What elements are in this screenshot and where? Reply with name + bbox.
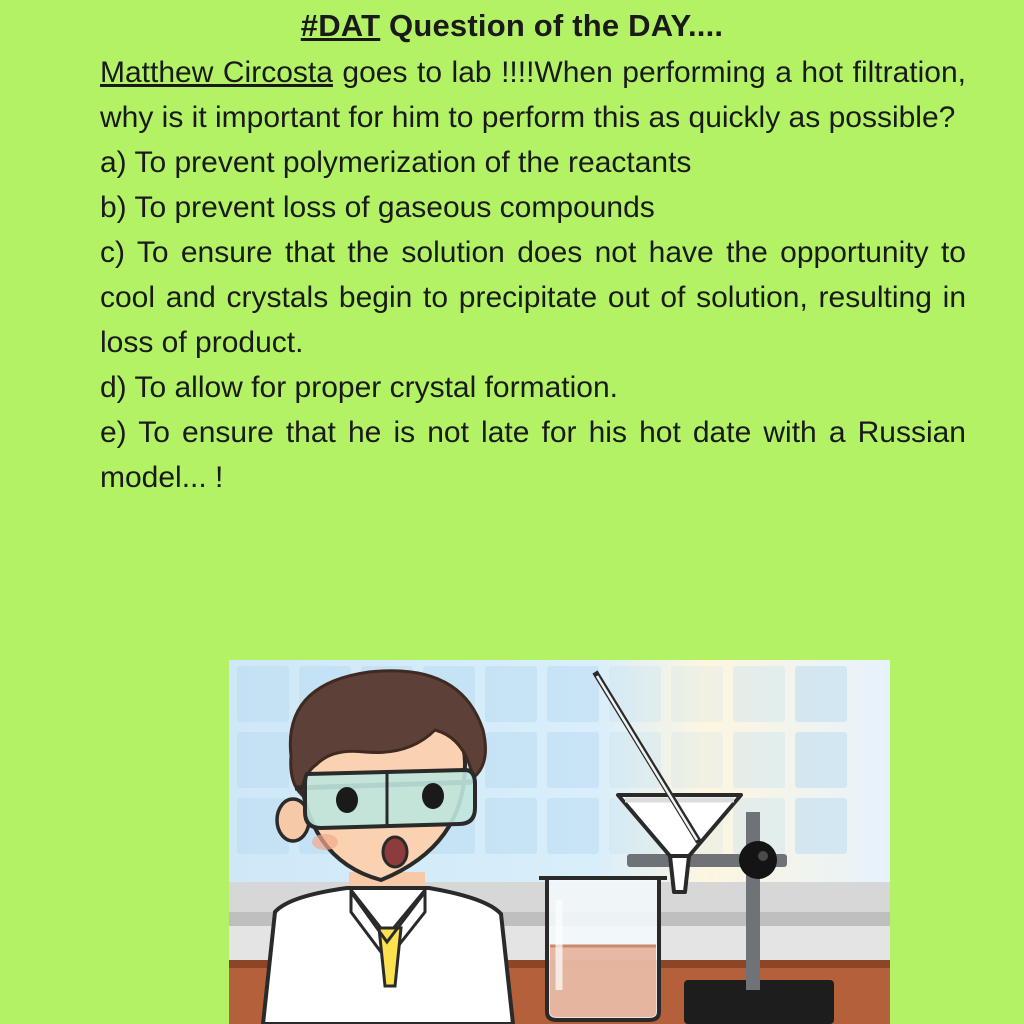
question-body [0,46,1024,500]
lab-illustration-svg [229,660,890,1024]
beaker [539,878,667,1020]
subject-name: Matthew Circosta [100,56,333,89]
title-rest: Question of the DAY.... [380,8,724,43]
illustration [229,660,890,1024]
choice-c: c) To ensure that the solution does not have the opportunity to cool and crystals begin to precipitate out of solution, resulting in loss of product. [100,236,966,359]
page-title [0,0,1024,46]
choice-b: b) To prevent loss of gaseous compounds [100,191,655,224]
title-hashtag: #DAT [300,8,381,43]
choice-a: a) To prevent polymerization of the reactants [100,146,692,179]
question-prompt [100,50,966,140]
choice-e: e) To ensure that he is not late for his hot date with a Russian model... ! [100,416,966,494]
choice-d: d) To allow for proper crystal formation. [100,371,618,404]
question-text: goes to lab !!!!When performing a hot filtration, why is it important for him to perform this as quickly as possible? [100,56,966,134]
